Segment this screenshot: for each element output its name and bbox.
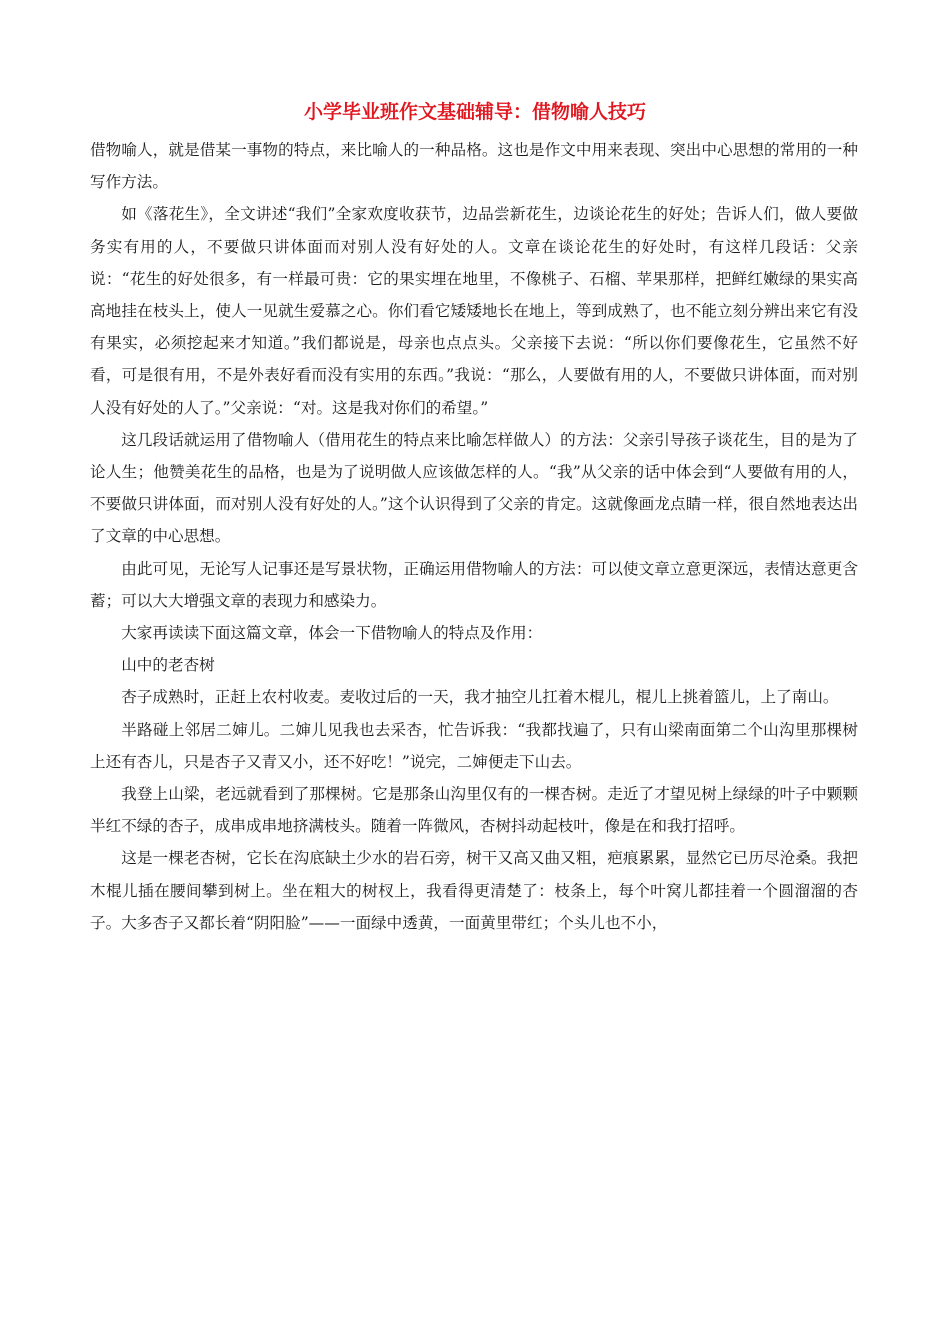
document-body <box>90 134 858 939</box>
document-title: 小学毕业班作文基础辅导：借物喻人技巧 <box>303 101 646 123</box>
paragraph-definition: 借物喻人，就是借某一事物的特点，来比喻人的一种品格。这也是作文中用来表现、突出中心思想的常用的一种写作方法。 <box>90 141 858 192</box>
paragraph-conclusion: 由此可见，无论写人记事还是写景状物，正确运用借物喻人的方法：可以使文章立意更深远，表情达意更含蓄；可以大大增强文章的表现力和感染力。 <box>90 559 858 610</box>
paragraph-analysis: 这几段话就运用了借物喻人（借用花生的特点来比喻怎样做人）的方法：父亲引导孩子谈花生，目的是为了论人生；他赞美花生的品格，也是为了说明做人应该做怎样的人。“我”从父亲的话中体会到“人要做有用的人，不要做只讲体面，而对别人没有好处的人。”这个认识得到了父亲的肯定。这就像画龙点睛一样，很自然地表达出了文章的中心思想。 <box>90 430 858 546</box>
essay-paragraph: 我登上山梁，老远就看到了那棵树。它是那条山沟里仅有的一棵杏树。走近了才望见树上绿绿的叶子中颗颗半红不绿的杏子，成串成串地挤满枝头。随着一阵微风，杏树抖动起枝叶，像是在和我打招呼。 <box>90 785 858 836</box>
essay-paragraph: 杏子成熟时，正赶上农村收麦。麦收过后的一天，我才抽空儿扛着木棍儿，棍儿上挑着篮儿，上了南山。 <box>121 688 839 707</box>
essay-title: 山中的老杏树 <box>121 656 215 675</box>
paragraph-reading-prompt: 大家再读读下面这篇文章，体会一下借物喻人的特点及作用： <box>121 624 543 643</box>
essay-paragraph: 这是一棵老杏树，它长在沟底缺土少水的岩石旁，树干又高又曲又粗，疤痕累累，显然它已历尽沧桑。我把木棍儿插在腰间攀到树上。坐在粗大的树杈上，我看得更清楚了：枝条上，每个叶窝儿都挂着一个圆溜溜的杏子。大多杏子又都长着“阴阳脸”——一面绿中透黄，一面黄里带红；个头儿也不小， <box>90 849 858 932</box>
essay-paragraph: 半路碰上邻居二婶儿。二婶儿见我也去采杏，忙告诉我：“我都找遍了，只有山梁南面第二个山沟里那棵树上还有杏儿，只是杏子又青又小，还不好吃！”说完，二婶便走下山去。 <box>90 720 858 771</box>
paragraph-luohuasheng-example: 如《落花生》，全文讲述“我们”全家欢度收获节，边品尝新花生，边谈论花生的好处；告诉人们，做人要做务实有用的人，不要做只讲体面而对别人没有好处的人。文章在谈论花生的好处时，有这样几段话：父亲说：“花生的好处很多，有一样最可贵：它的果实埋在地里，不像桃子、石榴、苹果那样，把鲜红嫩绿的果实高高地挂在枝头上，使人一见就生爱慕之心。你们看它矮矮地长在地上，等到成熟了，也不能立刻分辨出来它有没有果实，必须挖起来才知道。”我们都说是，母亲也点点头。父亲接下去说：“所以你们要像花生，它虽然不好看，可是很有用，不是外表好看而没有实用的东西。”我说：“那么，人要做有用的人，不要做只讲体面，而对别人没有好处的人了。”父亲说：“对。这是我对你们的希望。” <box>90 205 858 417</box>
